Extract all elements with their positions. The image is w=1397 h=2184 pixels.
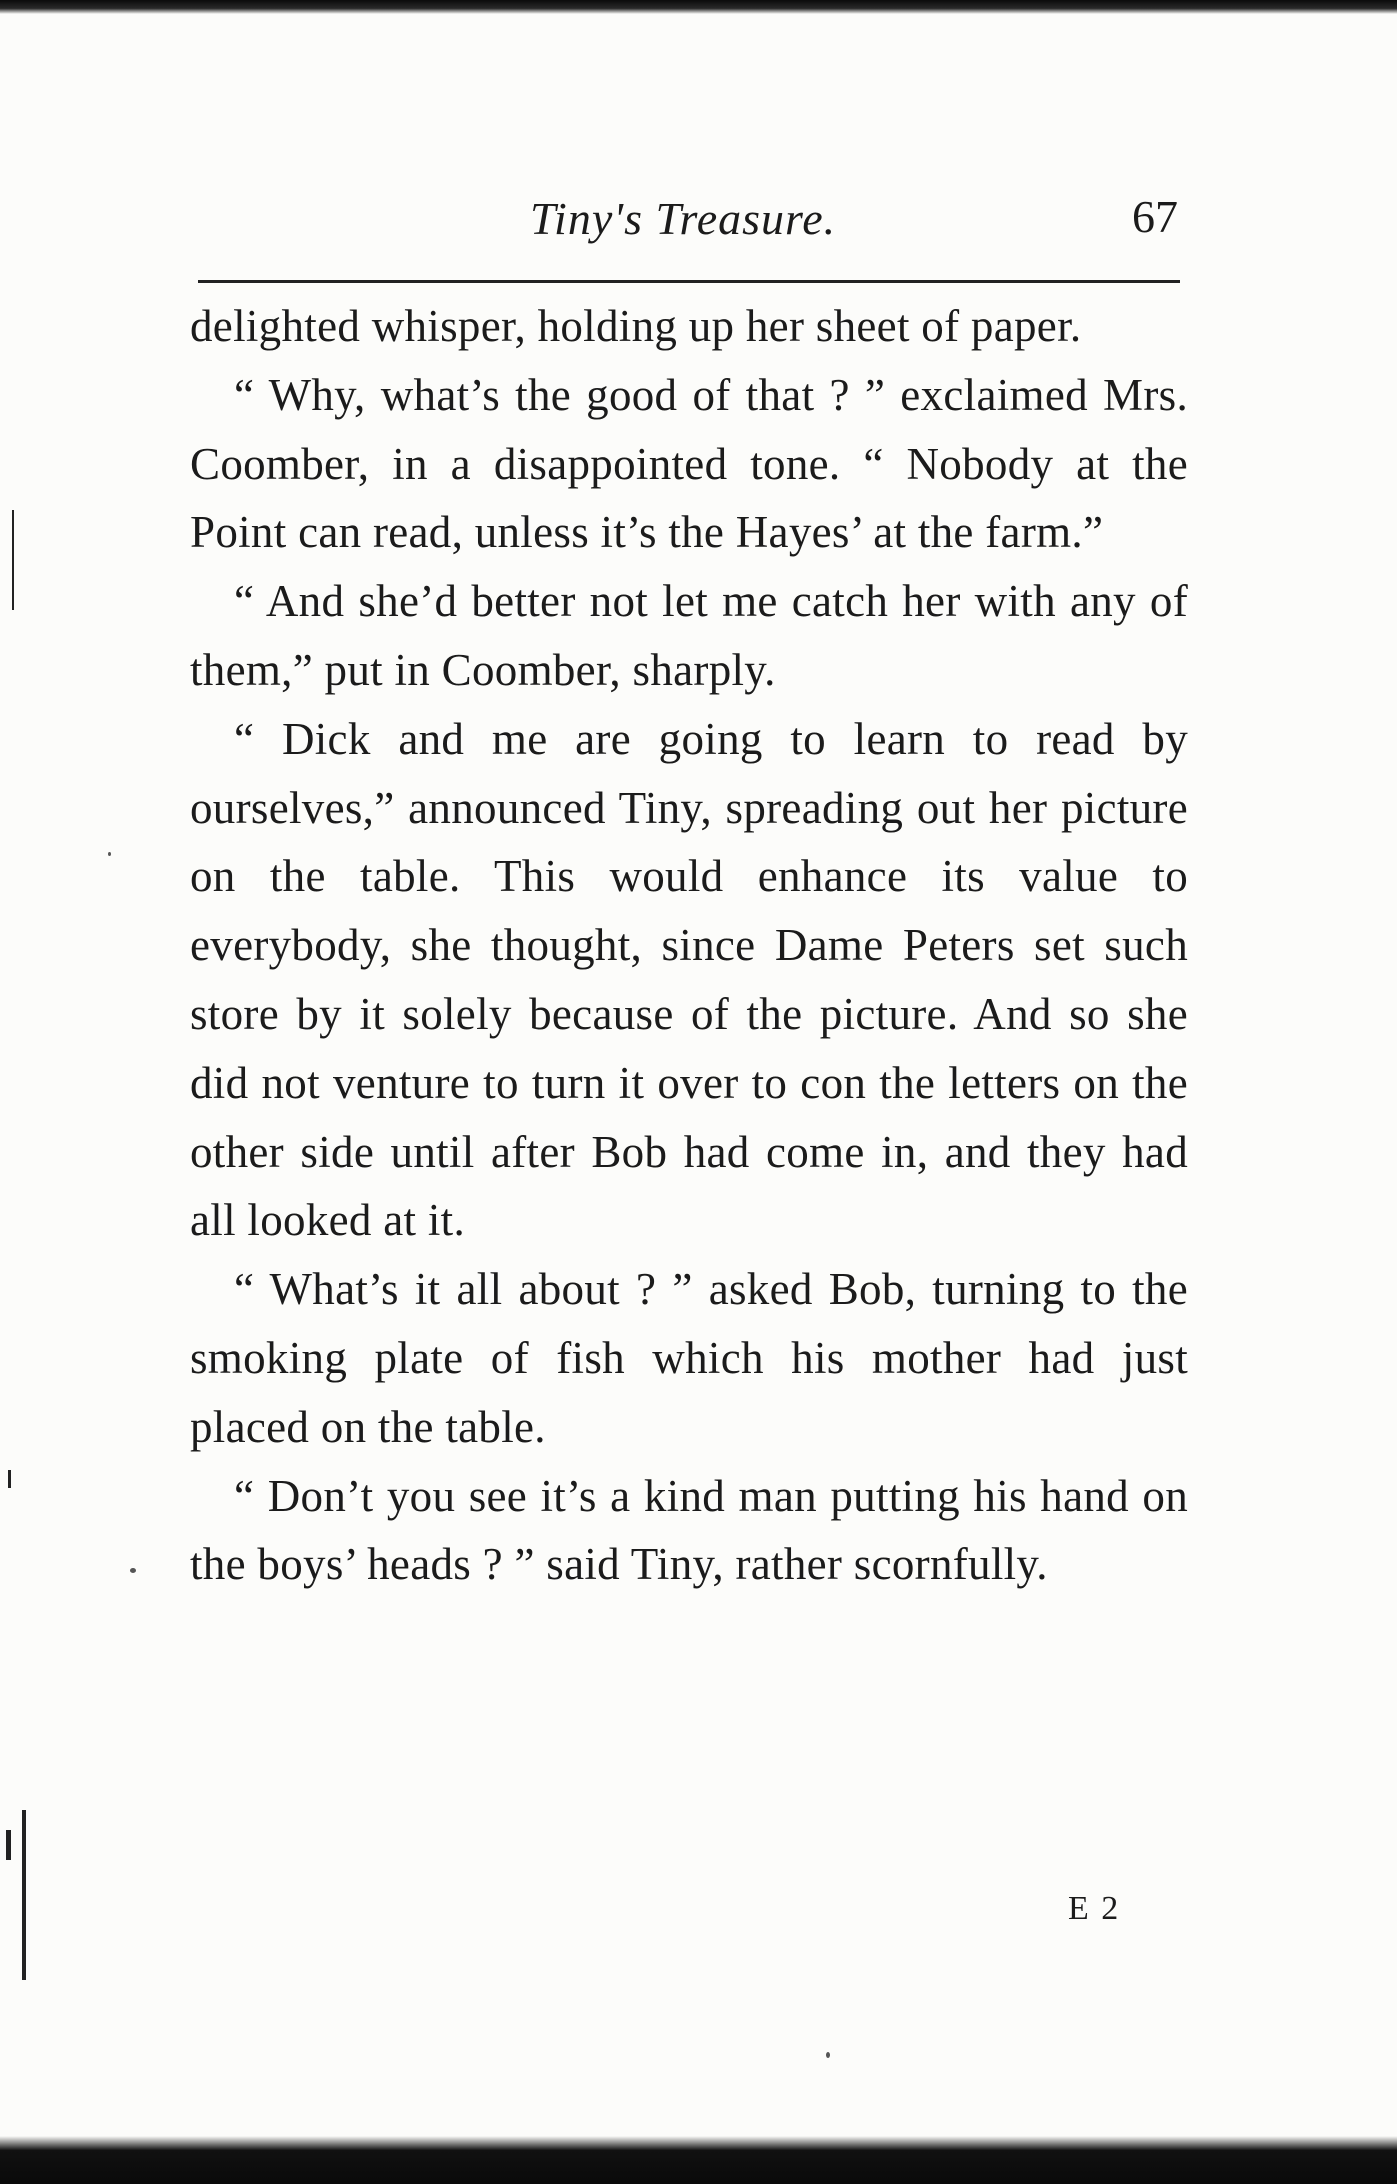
scan-bottom-edge: [0, 2136, 1397, 2184]
speck: [826, 2052, 830, 2058]
margin-mark: [12, 510, 14, 610]
body-text: [190, 292, 1188, 1599]
paragraph: “ Dick and me are going to learn to read by ourselves,” announced Tiny, spreading out her picture on the table. This would enhance its value to everybody, she thought, since Dame Peters set such store by it solely because of the picture. And so she did not venture to turn it over to con the letters on the other side until after Bob had come in, and they had all looked at it.: [190, 713, 1188, 1246]
speck: [130, 1568, 136, 1573]
paragraph: “ And she’d better not let me catch her with any of them,” put in Coomber, sharply.: [190, 576, 1188, 695]
paragraph: “ Don’t you see it’s a kind man putting his hand on the boys’ heads ? ” said Tiny, rather scornfully.: [190, 1470, 1188, 1590]
running-head-title: Tiny's Treasure.: [530, 193, 837, 244]
margin-mark: [22, 1810, 26, 1980]
margin-mark: [6, 1830, 11, 1860]
running-head: [190, 180, 1188, 270]
margin-mark: [8, 1470, 11, 1488]
scan-top-edge: [0, 0, 1397, 14]
book-page: [190, 180, 1188, 1927]
paragraph: “ Why, what’s the good of that ? ” exclaimed Mrs. Coomber, in a disappointed tone. “ Nobody at the Point can read, unless it’s the Hayes’ at the farm.”: [190, 369, 1188, 558]
signature-mark: E 2: [1068, 1890, 1121, 1927]
speck: [108, 852, 111, 856]
paragraph: “ What’s it all about ? ” asked Bob, turning to the smoking plate of fish which his mother had just placed on the table.: [190, 1264, 1188, 1452]
paragraph: delighted whisper, holding up her sheet of paper.: [190, 301, 1082, 351]
page-number: 67: [1132, 191, 1178, 242]
header-rule: [198, 280, 1180, 283]
